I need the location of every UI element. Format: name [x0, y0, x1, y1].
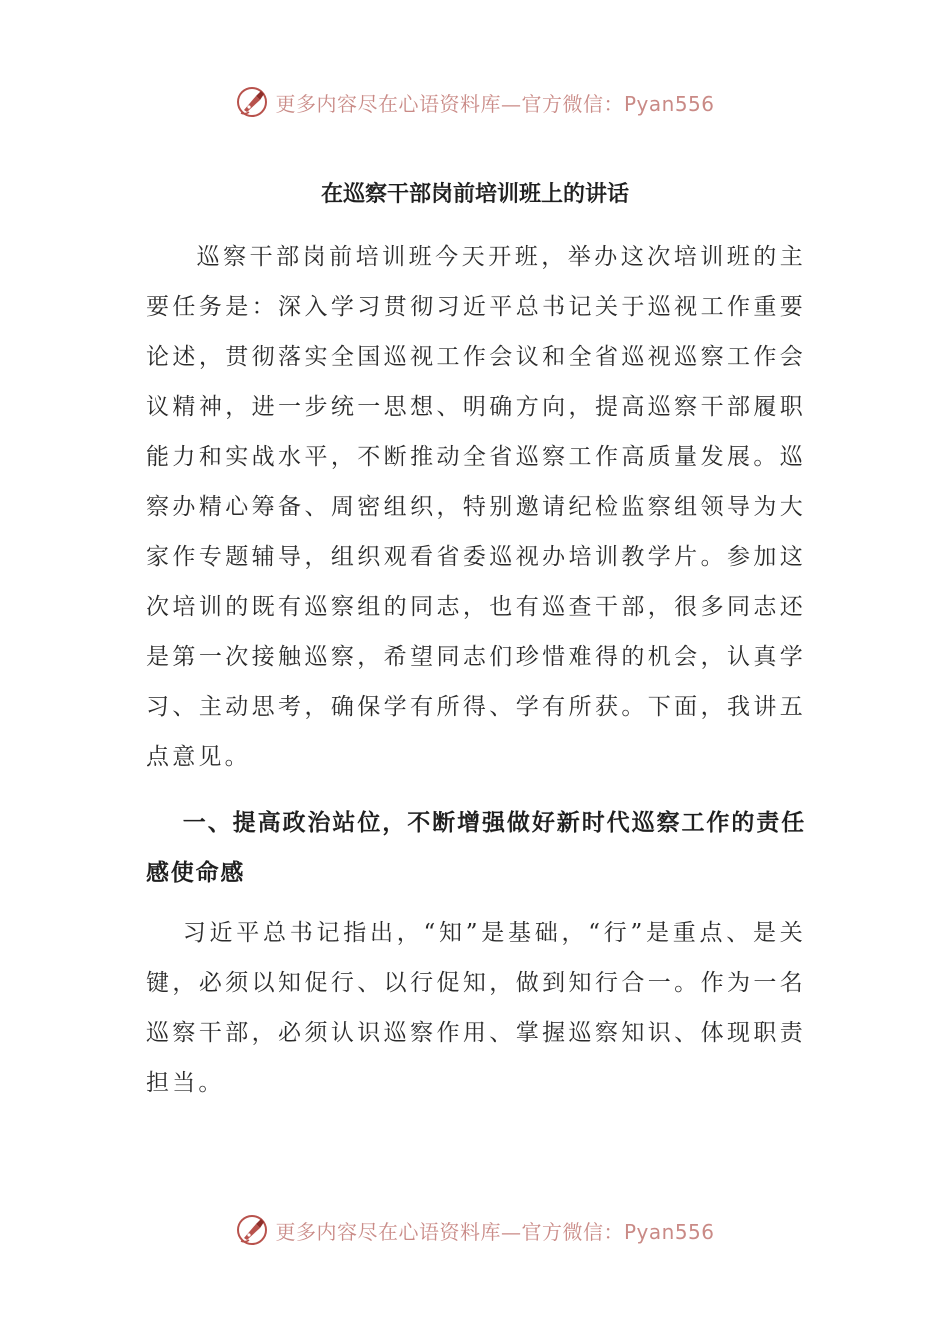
- document-body: [146, 232, 806, 1108]
- watermark-header: [0, 84, 950, 120]
- intro-paragraph: 巡察干部岗前培训班今天开班，举办这次培训班的主要任务是：深入学习贯彻习近平总书记关于巡视工作重要论述，贯彻落实全国巡视工作会议和全省巡视巡察工作会议精神，进一步统一思想、明确方向，提高巡察干部履职能力和实战水平，不断推动全省巡察工作高质量发展。巡察办精心筹备、周密组织，特别邀请纪检监察组领导为大家作专题辅导，组织观看省委巡视办培训教学片。参加这次培训的既有巡察组的同志，也有巡查干部，很多同志还是第一次接触巡察，希望同志们珍惜难得的机会，认真学习、主动思考，确保学有所得、学有所获。下面，我讲五点意见。: [146, 244, 806, 770]
- watermark-footer: [0, 1212, 950, 1248]
- section-paragraph-1: 习近平总书记指出，“知”是基础，“行”是重点、是关键，必须以知促行、以行促知，做到知行合一。作为一名巡察干部，必须认识巡察作用、掌握巡察知识、体现职责担当。: [146, 920, 806, 1096]
- watermark-text: 更多内容尽在心语资料库—官方微信：Pyan556: [275, 1219, 715, 1244]
- pen-nib-logo-icon: [235, 85, 269, 119]
- watermark-handle: Pyan556: [623, 91, 715, 116]
- section-heading-1: 一、提高政治站位，不断增强做好新时代巡察工作的责任感使命感: [146, 809, 806, 886]
- watermark-text: 更多内容尽在心语资料库—官方微信：Pyan556: [275, 91, 715, 116]
- document-title: 在巡察干部岗前培训班上的讲话: [320, 181, 629, 207]
- watermark-handle: Pyan556: [623, 1219, 715, 1244]
- pen-nib-logo-icon: [235, 1213, 269, 1247]
